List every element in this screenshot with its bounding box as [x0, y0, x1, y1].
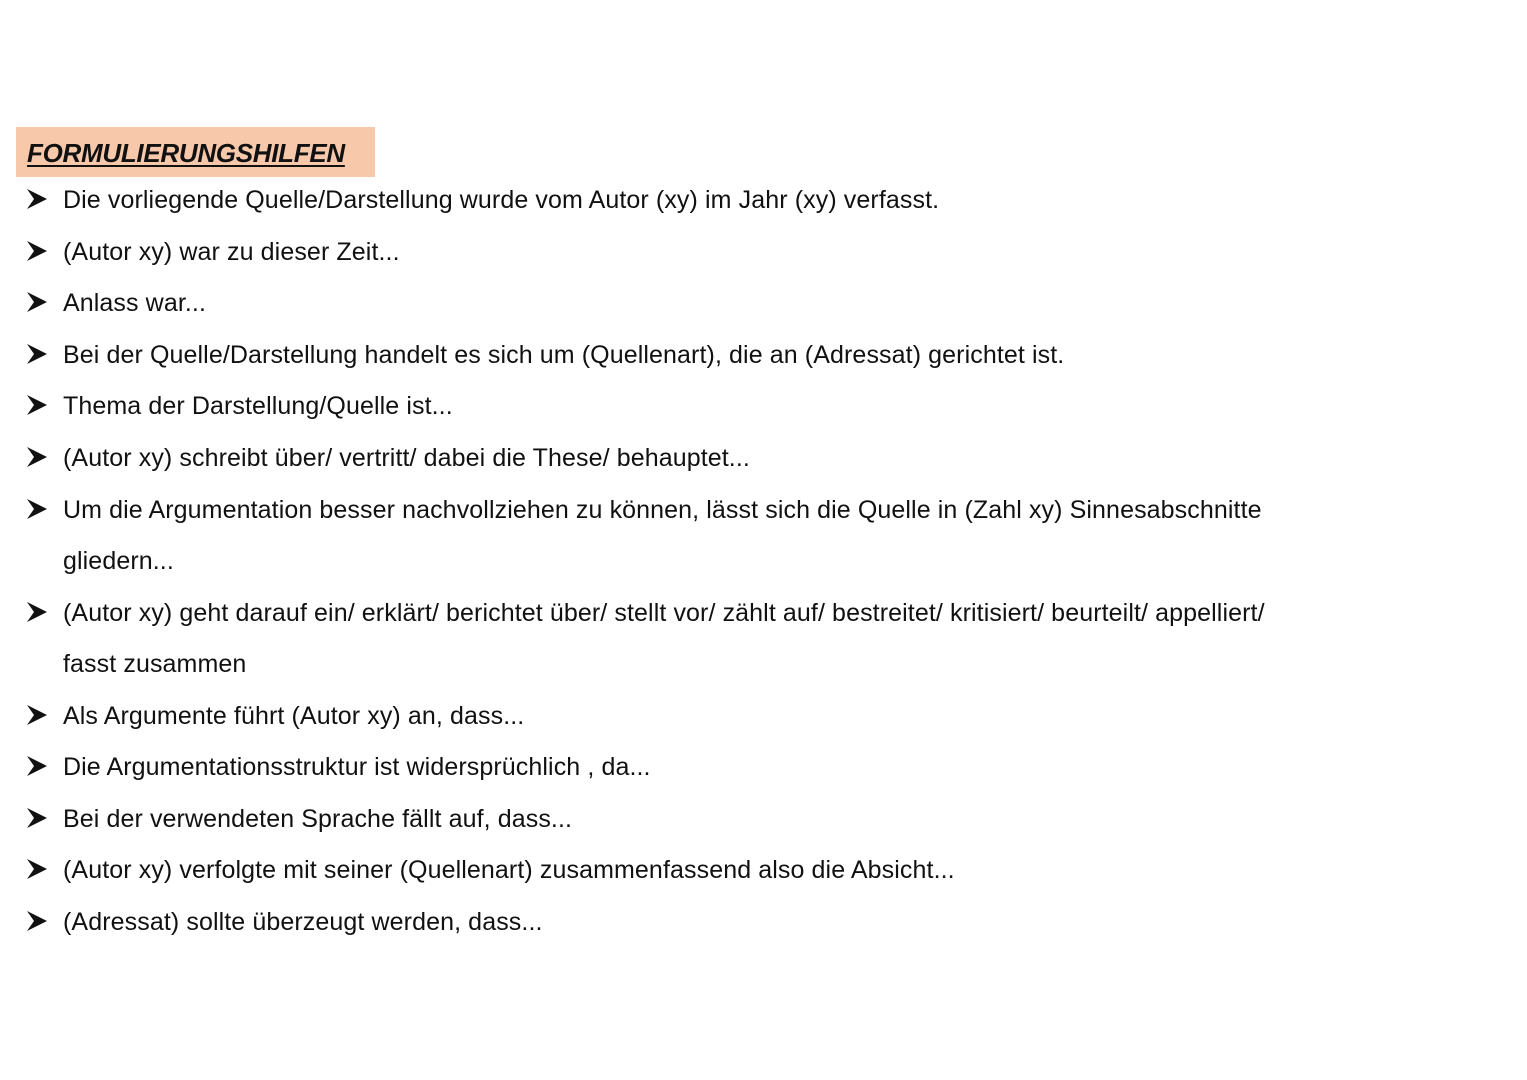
arrowhead-bullet-icon [26, 239, 48, 263]
arrowhead-bullet-icon [26, 497, 48, 521]
arrowhead-bullet-icon [26, 909, 48, 933]
list-item-text: Thema der Darstellung/Quelle ist... [63, 392, 453, 420]
arrowhead-bullet-icon [26, 754, 48, 778]
list-item-text: (Adressat) sollte überzeugt werden, dass... [63, 908, 543, 936]
arrowhead-bullet-icon [26, 806, 48, 830]
list-item-continuation: fasst zusammen [63, 650, 247, 678]
list-item-text: (Autor xy) geht darauf ein/ erklärt/ berichtet über/ stellt vor/ zählt auf/ bestreitet/ kritisiert/ beurteilt/ appelliert/ [63, 599, 1265, 627]
list-item-text: Anlass war... [63, 289, 207, 317]
list-item-text: Die Argumentationsstruktur ist widersprüchlich , da... [63, 753, 651, 781]
arrowhead-bullet-icon [26, 703, 48, 727]
arrowhead-bullet-icon [26, 393, 48, 417]
list-item-text: (Autor xy) verfolgte mit seiner (Quellenart) zusammenfassend also die Absicht... [63, 856, 955, 884]
list-item-text: (Autor xy) war zu dieser Zeit... [63, 238, 400, 266]
arrowhead-bullet-icon [26, 445, 48, 469]
arrowhead-bullet-icon [26, 290, 48, 314]
arrowhead-bullet-icon [26, 342, 48, 366]
arrowhead-bullet-icon [26, 600, 48, 624]
arrowhead-bullet-icon [26, 857, 48, 881]
list-item-text: Um die Argumentation besser nachvollziehen zu können, lässt sich die Quelle in (Zahl xy) Sinnesabschnitte [63, 496, 1262, 524]
list-item-text: Bei der Quelle/Darstellung handelt es sich um (Quellenart), die an (Adressat) gerichtet ist. [63, 341, 1065, 369]
list-item-text: Die vorliegende Quelle/Darstellung wurde vom Autor (xy) im Jahr (xy) verfasst. [63, 186, 940, 214]
list-item-text: (Autor xy) schreibt über/ vertritt/ dabei die These/ behauptet... [63, 444, 750, 472]
heading-highlight [16, 127, 375, 177]
list-item-text: Bei der verwendeten Sprache fällt auf, dass... [63, 805, 573, 833]
page-title: FORMULIERUNGSHILFEN [27, 138, 345, 168]
list-item-text: Als Argumente führt (Autor xy) an, dass... [63, 702, 525, 730]
arrowhead-bullet-icon [26, 187, 48, 211]
list-item-continuation: gliedern... [63, 547, 174, 575]
